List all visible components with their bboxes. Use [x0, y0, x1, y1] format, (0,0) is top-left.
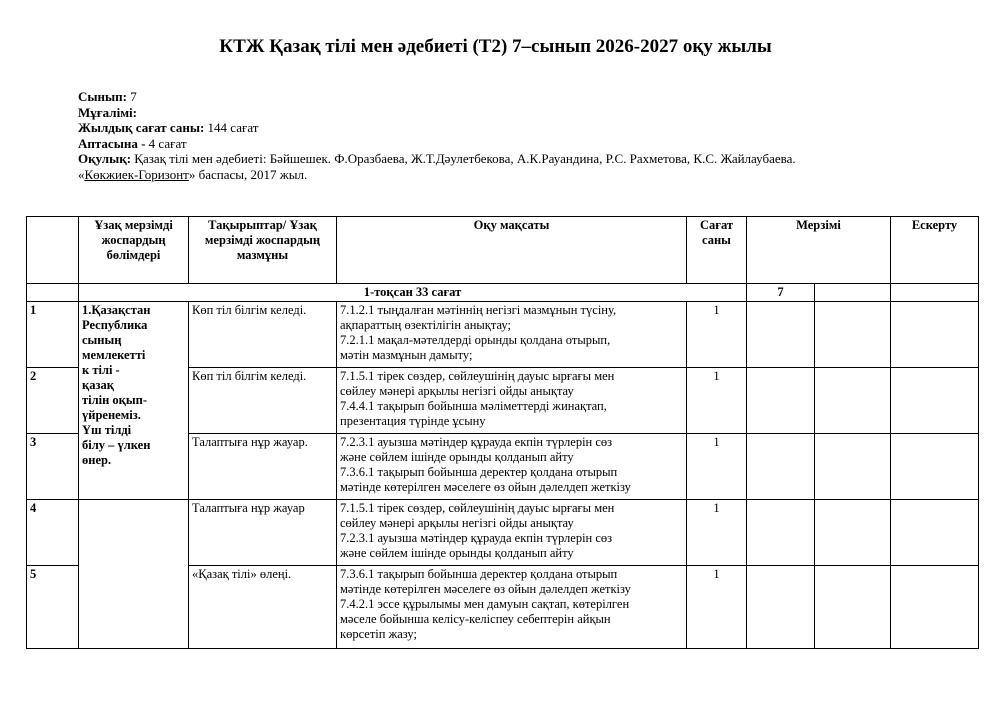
objective-line: 7.1.2.1 тыңдалған мәтіннің негізгі мазмұнын түсіну,: [340, 303, 617, 317]
class-label: Сынып:: [78, 89, 127, 104]
header-note: Ескерту: [891, 217, 979, 284]
objective-line: мәтінде көтерілген мәселеге өз ойын дәлелдеп жеткізу: [340, 582, 631, 596]
note-cell: [891, 434, 979, 500]
header-objectives: Оқу мақсаты: [337, 217, 687, 284]
quarter-num-cell: [27, 284, 79, 302]
note-cell: [891, 368, 979, 434]
publisher-line: [78, 167, 796, 183]
header-date: Мерзімі: [747, 217, 891, 284]
objectives-cell: [337, 500, 687, 566]
header-topic: Тақырыптар/ Ұзақ мерзімді жоспардың мазмұны: [189, 217, 337, 284]
date-cell: [747, 434, 815, 500]
class-value: 7: [127, 89, 137, 104]
table-row: [27, 500, 979, 566]
note-cell: [891, 566, 979, 649]
section-cell-empty: [79, 500, 189, 649]
objectives-cell: [337, 368, 687, 434]
publisher-rest: » баспасы, 2017 жыл.: [188, 166, 308, 182]
date-cell: [747, 302, 815, 368]
objectives-cell: [337, 566, 687, 649]
section-line: тілін оқып-: [82, 393, 148, 407]
objective-line: мәтінде көтерілген мәселеге өз ойын дәлелдеп жеткізу: [340, 480, 631, 494]
hours-cell: 1: [687, 368, 747, 434]
objective-line: сөйлеу мәнері арқылы негізгі ойды анықтау: [340, 516, 574, 530]
plan-table: [26, 216, 979, 649]
section-line: мемлекетті: [82, 348, 146, 362]
date-cell: [747, 368, 815, 434]
date-cell: [747, 566, 815, 649]
objective-line: презентация түрінде ұсыну: [340, 414, 486, 428]
document-title: КТЖ Қазақ тілі мен әдебиеті (Т2) 7–сынып 2026-2027 оқу жылы: [219, 36, 772, 57]
objectives-cell: [337, 302, 687, 368]
hours-cell: 1: [687, 434, 747, 500]
date-cell: [815, 434, 891, 500]
hours-cell: 1: [687, 302, 747, 368]
quarter-row: [27, 284, 979, 302]
objective-line: 7.1.5.1 тірек сөздер, сөйлеушінің дауыс ырғағы мен: [340, 369, 615, 383]
section-line: сының: [82, 333, 122, 347]
topic-cell: Талаптыға нұр жауар: [189, 500, 337, 566]
class-line: [78, 89, 796, 105]
topic-cell: Көп тіл білгім келеді.: [189, 368, 337, 434]
objective-line: 7.4.2.1 эссе құрылымы мен дамуын сақтап, көтерілген: [340, 597, 630, 611]
date-cell: [815, 302, 891, 368]
objective-line: ақпараттың өзектілігін анықтау;: [340, 318, 511, 332]
section-line: өнер.: [82, 453, 112, 467]
quarter-date-value: 7: [747, 284, 815, 302]
objective-line: 7.3.6.1 тақырып бойынша деректер қолдана отырып: [340, 465, 618, 479]
date-cell: [815, 566, 891, 649]
teacher-label: Мұғалімі:: [78, 104, 137, 120]
textbook-line: [78, 151, 796, 167]
objective-line: және сөйлем ішінде орынды қолданып айту: [340, 450, 574, 464]
hours-label: Жылдық сағат саны:: [78, 120, 205, 135]
hours-cell: 1: [687, 566, 747, 649]
quarter-label: 1-тоқсан 33 сағат: [79, 284, 747, 302]
objective-line: және сөйлем ішінде орынды қолданып айту: [340, 546, 574, 560]
document-meta: [78, 89, 796, 182]
section-line: үйренеміз.: [82, 408, 141, 422]
textbook-value: Қазақ тілі мен әдебиеті: Бәйшешек. Ф.Оразбаева, Ж.Т.Дәулетбекова, А.К.Рауандина, Р.С. Рахметова, К.С. Жайлаубаева.: [131, 151, 796, 166]
hours-value: 144 сағат: [204, 120, 259, 135]
objective-line: 7.2.3.1 ауызша мәтіндер құрауда екпін түрлерін сөз: [340, 435, 613, 449]
quarter-note-cell: [891, 284, 979, 302]
weekly-line: [78, 136, 796, 152]
date-cell: [815, 368, 891, 434]
section-line: білу – үлкен: [82, 438, 151, 452]
section-line: 1.Қазақстан: [82, 303, 151, 317]
objective-line: мәтін мазмұнын дамыту;: [340, 348, 473, 362]
section-line: Үш тілді: [82, 423, 132, 437]
hours-cell: 1: [687, 500, 747, 566]
section-cell: [79, 302, 189, 500]
topic-cell: Талаптыға нұр жауар.: [189, 434, 337, 500]
objective-line: 7.1.5.1 тірек сөздер, сөйлеушінің дауыс ырғағы мен: [340, 501, 615, 515]
objective-line: мәселе бойынша келісу-келіспеу себептерін айқын: [340, 612, 611, 626]
note-cell: [891, 500, 979, 566]
date-cell: [815, 500, 891, 566]
objectives-cell: [337, 434, 687, 500]
section-line: к тілі -: [82, 363, 120, 377]
weekly-value: 4 сағат: [145, 135, 187, 151]
header-section: Ұзақ мерзімді жоспардың бөлімдері: [79, 217, 189, 284]
date-cell: [747, 500, 815, 566]
teacher-line: [78, 105, 796, 121]
publisher-open: «: [78, 166, 85, 182]
section-line: Республика: [82, 318, 148, 332]
row-number: 4: [27, 500, 79, 566]
weekly-label: Аптасына -: [78, 135, 146, 151]
topic-cell: «Қазақ тілі» өлеңі.: [189, 566, 337, 649]
header-row: [27, 217, 979, 284]
header-hours: Сағат саны: [687, 217, 747, 284]
row-number: 5: [27, 566, 79, 649]
note-cell: [891, 302, 979, 368]
objective-line: 7.2.3.1 ауызша мәтіндер құрауда екпін түрлерін сөз: [340, 531, 613, 545]
section-line: қазақ: [82, 378, 114, 392]
objective-line: көрсетіп жазу;: [340, 627, 417, 641]
textbook-label: Оқулық:: [78, 151, 132, 166]
hours-line: [78, 120, 796, 136]
table-row: [27, 302, 979, 368]
objective-line: 7.2.1.1 мақал-мәтелдерді орынды қолдана отырып,: [340, 333, 611, 347]
publisher-name: Көкжиек-Горизонт: [84, 166, 189, 182]
header-num: [27, 217, 79, 284]
objective-line: сөйлеу мәнері арқылы негізгі ойды анықтау: [340, 384, 574, 398]
objective-line: 7.4.4.1 тақырып бойынша мәліметтерді жинақтап,: [340, 399, 607, 413]
row-number: 3: [27, 434, 79, 500]
row-number: 1: [27, 302, 79, 368]
objective-line: 7.3.6.1 тақырып бойынша деректер қолдана отырып: [340, 567, 618, 581]
topic-cell: Көп тіл білгім келеді.: [189, 302, 337, 368]
quarter-date-cell: [815, 284, 891, 302]
row-number: 2: [27, 368, 79, 434]
